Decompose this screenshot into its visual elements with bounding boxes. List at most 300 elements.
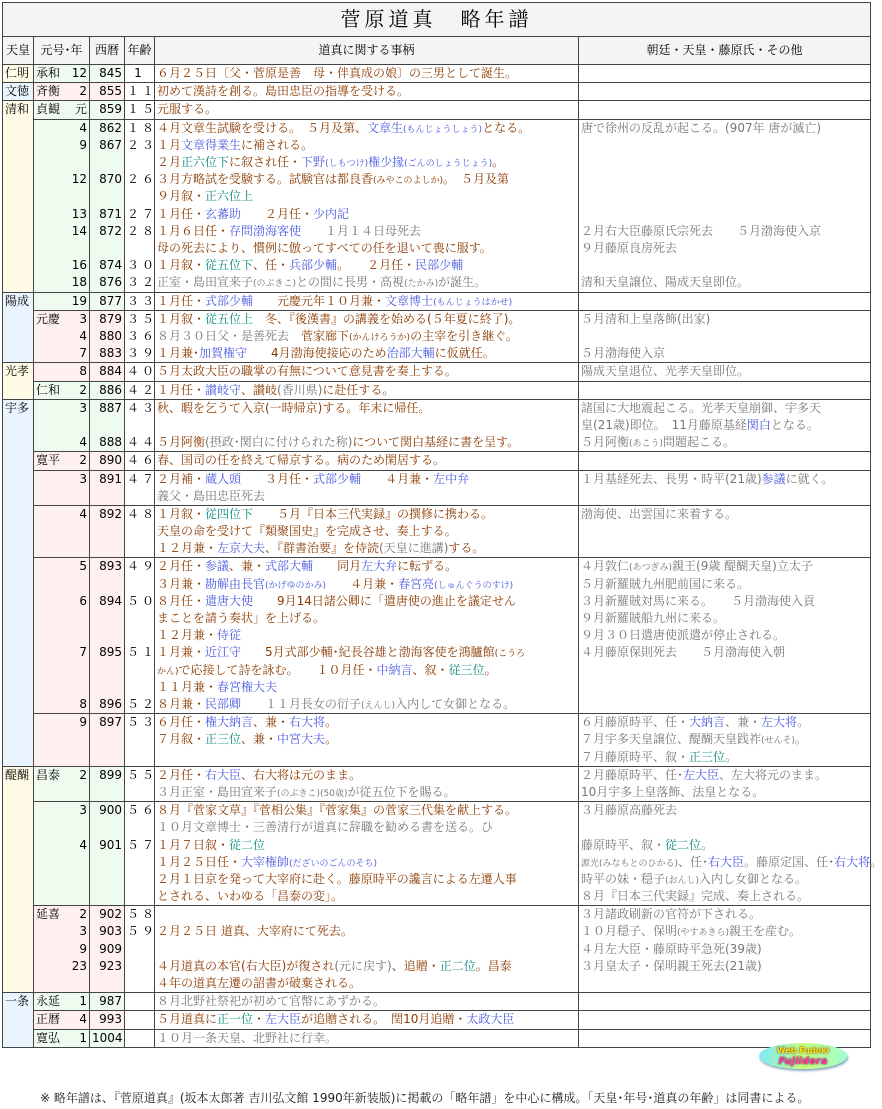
text-line xyxy=(157,749,576,766)
table-row xyxy=(3,470,871,505)
text-span: で応接して詩を詠む。 １０月任・ xyxy=(178,662,377,677)
text-span: ２月藤原時平、任･ xyxy=(581,767,684,782)
western-year-cell: 899 xyxy=(90,766,125,801)
western-year-cell: 903 xyxy=(90,923,125,940)
text-line xyxy=(157,223,576,240)
events-cell xyxy=(155,399,579,434)
text-span: 近江守 xyxy=(205,645,242,660)
text-span: ４月兼・ xyxy=(326,576,399,591)
era-cell xyxy=(34,837,90,906)
era-cell xyxy=(34,766,90,801)
text-span: ８月任・ xyxy=(157,593,206,608)
other-cell xyxy=(579,257,871,274)
text-span: 参議 xyxy=(761,471,786,486)
text-line xyxy=(157,993,576,1010)
text-span: かん) xyxy=(157,666,179,677)
other-cell xyxy=(579,101,871,119)
age-cell: ３３ xyxy=(125,292,155,310)
text-span: との間に長男・高視 xyxy=(296,275,405,290)
era-year: 1 xyxy=(79,994,87,1009)
western-year-cell: 892 xyxy=(90,505,125,558)
text-span: 民部卿 xyxy=(205,696,242,711)
other-cell xyxy=(579,223,871,257)
text-line xyxy=(157,417,576,434)
emperor-cell: 醍醐 xyxy=(3,766,34,992)
era-year: 23 xyxy=(71,958,87,973)
era-name: 延喜 xyxy=(36,907,61,922)
text-line xyxy=(157,975,576,992)
text-span: (天皇に進講) xyxy=(379,541,449,556)
era-year: 4 xyxy=(79,1012,87,1027)
text-span: ７月叙・ xyxy=(157,732,206,747)
age-cell: ４２ xyxy=(125,381,155,399)
era-year: 5 xyxy=(79,559,87,574)
text-span: 、任・ xyxy=(253,258,290,273)
other-cell xyxy=(579,65,871,83)
text-span: １１月兼・ xyxy=(157,679,218,694)
text-span: 兵部少輔 xyxy=(289,258,338,273)
text-span: ２月任・ xyxy=(157,559,206,574)
events-cell xyxy=(155,923,579,940)
text-span: 従二位 xyxy=(665,837,702,852)
emperor-cell: 仁明 xyxy=(3,65,34,83)
text-span: 、兼・ xyxy=(253,715,290,730)
events-cell xyxy=(155,137,579,171)
text-span: １月兼・ xyxy=(157,645,206,660)
text-span: １月任・ xyxy=(157,293,206,308)
table-row xyxy=(3,1029,871,1047)
text-span: 右大臣 xyxy=(205,767,242,782)
text-span: 右大将 xyxy=(834,854,871,869)
text-span: (かんけろうか) xyxy=(349,332,411,343)
text-line xyxy=(157,120,576,137)
age-cell xyxy=(125,1029,155,1047)
age-cell: ５１ xyxy=(125,644,155,696)
text-span: (しゅんぐうのすけ) xyxy=(434,580,514,591)
age-cell: ４３ xyxy=(125,399,155,434)
text-span: ９月３０日遣唐使派遣が停止される。 xyxy=(581,628,786,643)
text-line xyxy=(581,731,868,748)
text-span: ２月任・ xyxy=(241,206,314,221)
other-cell xyxy=(579,171,871,205)
text-span: 、左大将元のまま。 xyxy=(719,767,828,782)
text-span: 式部少輔 xyxy=(205,293,254,308)
text-line xyxy=(581,854,882,871)
text-span: の主宰を引き継ぐ。 xyxy=(410,328,518,343)
text-line xyxy=(581,593,868,610)
era-cell xyxy=(34,593,90,645)
text-span: 清和天皇譲位、陽成天皇即位。 xyxy=(581,275,750,290)
text-span: 左京大夫 xyxy=(217,541,266,556)
text-span: 。 xyxy=(870,854,882,869)
text-span: 少内記 xyxy=(313,206,350,221)
era-cell xyxy=(34,292,90,310)
era-year: 14 xyxy=(71,223,87,238)
era-cell xyxy=(34,137,90,171)
text-span: 、兼・ xyxy=(725,715,762,730)
western-year-cell: 895 xyxy=(90,644,125,696)
era-name: 昌泰 xyxy=(36,767,61,782)
text-span: 春宮権大夫 xyxy=(217,679,278,694)
emperor-cell: 一条 xyxy=(3,993,34,1048)
events-cell xyxy=(155,363,579,381)
text-span: に補される。 xyxy=(241,137,314,152)
events-cell xyxy=(155,119,579,137)
text-line xyxy=(157,452,576,469)
text-span: ８月３０日父・是善死去 xyxy=(157,328,302,343)
text-span: ６月任・ xyxy=(157,715,206,730)
era-year: 12 xyxy=(71,172,87,187)
text-line xyxy=(581,120,868,137)
text-span: 太政大臣 xyxy=(466,1012,515,1027)
age-cell: ５３ xyxy=(125,714,155,767)
events-cell xyxy=(155,766,579,801)
western-year-cell: 870 xyxy=(90,171,125,205)
text-span: 春、国司の任を終えて帰京する。病のため閑居する。 xyxy=(157,453,446,468)
text-line xyxy=(157,65,576,82)
text-span: 天皇の命を受けて『類聚国史』を完成させ、奏上する。 xyxy=(157,524,457,539)
text-line xyxy=(581,506,868,523)
era-cell xyxy=(34,223,90,257)
western-year-cell: 900 xyxy=(90,802,125,837)
text-span: 治部大輔 xyxy=(386,346,435,361)
text-span: 従三位 xyxy=(448,662,485,677)
other-cell xyxy=(579,906,871,924)
era-name: 元慶 xyxy=(36,311,61,326)
other-cell xyxy=(579,345,871,363)
text-span: 、兼・ xyxy=(241,732,278,747)
text-span: ・ xyxy=(253,1012,266,1027)
text-span: に就く。 xyxy=(785,471,834,486)
text-span: 皇(21歳)即位。 11月藤原基経 xyxy=(581,417,747,432)
text-line xyxy=(157,523,576,540)
text-span: 右大臣 xyxy=(708,854,745,869)
text-span: １２月兼・ xyxy=(157,541,218,556)
table-row xyxy=(3,558,871,593)
table-row xyxy=(3,766,871,801)
era-year: 4 xyxy=(79,328,87,343)
text-line xyxy=(157,137,576,154)
text-span: ９月藤原良房死去 xyxy=(581,240,678,255)
era-year: 3 xyxy=(79,924,87,939)
western-year-cell: 877 xyxy=(90,292,125,310)
text-line xyxy=(157,540,576,557)
era-name: 寛弘 xyxy=(36,1030,61,1045)
text-span: (せんそ) xyxy=(761,736,796,747)
western-year-cell: 859 xyxy=(90,101,125,119)
table-row xyxy=(3,593,871,645)
text-span: １月叙・ xyxy=(157,311,206,326)
text-span: 左中弁 xyxy=(433,471,470,486)
events-cell xyxy=(155,993,579,1011)
text-line xyxy=(157,257,576,274)
age-cell: ４９ xyxy=(125,558,155,593)
text-line xyxy=(157,731,576,748)
text-span: となる。 xyxy=(482,120,531,135)
era-cell xyxy=(34,257,90,274)
text-line xyxy=(581,627,868,644)
text-span: 同月 xyxy=(313,559,362,574)
text-span: とされる、いわゆる「昌泰の変」。 xyxy=(157,889,344,904)
text-line xyxy=(157,871,576,888)
other-cell xyxy=(579,434,871,452)
age-cell: ２６ xyxy=(125,171,155,205)
text-span: ５月『日本三代実録』の撰修に携わる。 xyxy=(253,506,494,521)
text-line xyxy=(157,767,576,784)
era-year: 3 xyxy=(79,400,87,415)
chronology-body xyxy=(3,65,882,1048)
other-cell xyxy=(579,452,871,470)
other-cell xyxy=(579,274,871,292)
other-cell xyxy=(579,802,871,837)
era-cell xyxy=(34,381,90,399)
table-row xyxy=(3,923,871,940)
text-span: (あこう) xyxy=(629,439,664,450)
text-span: 。 ５月及第 xyxy=(443,172,510,187)
header-era: 元号･年 xyxy=(34,37,90,65)
text-span: ４月文章生試験を受ける。 ５月及第、 xyxy=(157,120,368,135)
text-span: に転ずる。 xyxy=(397,559,458,574)
era-cell xyxy=(34,802,90,837)
text-span: 文章博士 xyxy=(385,293,434,308)
text-span: が追贈される。 閏10月追贈・ xyxy=(301,1012,467,1027)
text-span: １月６日任・ xyxy=(157,223,230,238)
text-span: 式部大輔 xyxy=(265,559,314,574)
text-line xyxy=(157,923,576,940)
logo-line2: Fujiidera xyxy=(778,1056,828,1067)
era-year: 9 xyxy=(79,941,87,956)
text-line xyxy=(157,345,576,362)
text-line xyxy=(581,223,868,240)
text-span: 中宮大夫 xyxy=(277,732,326,747)
text-span: ３月新羅賊対馬に来る。 ５月渤海使入貢 xyxy=(581,593,816,608)
text-span: 正室・島田宣来子 xyxy=(157,275,254,290)
events-cell xyxy=(155,941,579,958)
text-span: 左大臣 xyxy=(683,767,720,782)
text-line xyxy=(157,293,576,310)
text-span: 。 xyxy=(484,662,497,677)
text-span: 従四位下 xyxy=(205,506,254,521)
text-line xyxy=(581,417,868,434)
text-span: 初めて漢詩を創る。島田忠臣の指導を受ける。 xyxy=(157,84,410,99)
western-year-cell: 923 xyxy=(90,958,125,993)
text-line xyxy=(581,240,868,257)
age-cell: ２３ xyxy=(125,137,155,171)
era-year: 4 xyxy=(79,837,87,852)
other-cell xyxy=(579,363,871,381)
text-span: 存問渤海客使 xyxy=(229,223,302,238)
era-year: 3 xyxy=(79,803,87,818)
table-row xyxy=(3,941,871,958)
emperor-cell: 陽成 xyxy=(3,292,34,363)
era-year: 2 xyxy=(79,907,87,922)
text-span: 、『群書治要』を侍読 xyxy=(265,541,380,556)
text-line xyxy=(157,188,576,205)
events-cell xyxy=(155,434,579,452)
era-cell xyxy=(34,696,90,714)
western-year-cell: 888 xyxy=(90,434,125,452)
age-cell: ５０ xyxy=(125,593,155,645)
western-year-cell: 891 xyxy=(90,470,125,505)
text-span: 冬、『後漢書』の講義を始める(５年夏に終了)。 xyxy=(253,311,521,326)
table-row xyxy=(3,257,871,274)
text-span: 権大納言 xyxy=(205,715,254,730)
text-span: (あつぎみ) xyxy=(629,563,673,574)
table-row xyxy=(3,119,871,137)
age-cell xyxy=(125,993,155,1011)
era-name: 永延 xyxy=(36,994,61,1009)
western-year-cell: 884 xyxy=(90,363,125,381)
era-year: 18 xyxy=(71,275,87,290)
table-row xyxy=(3,381,871,399)
table-row xyxy=(3,452,871,470)
text-span: ４月道真の本官(右大臣)が復され xyxy=(157,958,335,973)
events-cell xyxy=(155,310,579,328)
text-span: 。藤原定国、任･ xyxy=(744,854,835,869)
western-year-cell: 845 xyxy=(90,65,125,83)
web-fudoki-logo[interactable] xyxy=(759,1043,847,1069)
text-span: １月任・ xyxy=(157,206,206,221)
text-line xyxy=(157,854,576,871)
age-cell xyxy=(125,941,155,958)
events-cell xyxy=(155,381,579,399)
age-cell: ４７ xyxy=(125,470,155,505)
age-cell: ４０ xyxy=(125,363,155,381)
table-row xyxy=(3,292,871,310)
table-row xyxy=(3,65,871,83)
age-cell: ５７ xyxy=(125,837,155,906)
text-span: 。 xyxy=(725,749,738,764)
header-age: 年齢 xyxy=(125,37,155,65)
text-span: 勘解由長官 xyxy=(205,576,266,591)
text-span: ６月２５日〔父・菅原是善 母・伴真成の娘〕の三男として誕生。 xyxy=(157,66,518,80)
era-cell xyxy=(34,644,90,696)
text-span: 左大将 xyxy=(761,715,798,730)
text-span: ２月右大臣藤原氏宗死去 ５月渤海使入京 xyxy=(581,223,822,238)
western-year-cell: 901 xyxy=(90,837,125,906)
western-year-cell: 897 xyxy=(90,714,125,767)
text-span: ４年の道真左遷の詔書が破棄される。 xyxy=(157,976,362,991)
other-cell xyxy=(579,470,871,505)
text-span: ８月『日本三代実録』完成、奏上される。 xyxy=(581,889,810,904)
other-cell xyxy=(579,399,871,434)
text-span: 親王を産む。 xyxy=(729,924,802,939)
text-span: となる。 xyxy=(770,417,819,432)
age-cell: ２８ xyxy=(125,223,155,257)
text-span: 菅家廊下 xyxy=(301,328,350,343)
era-year: 2 xyxy=(79,84,87,99)
other-cell xyxy=(579,292,871,310)
text-span: 。昌泰 xyxy=(475,958,512,973)
text-span: (だざいのごんのそち) xyxy=(289,858,378,869)
text-span: 。 xyxy=(325,732,338,747)
events-cell xyxy=(155,906,579,924)
emperor-cell: 清和 xyxy=(3,101,34,292)
other-cell xyxy=(579,558,871,593)
other-cell xyxy=(579,714,871,767)
era-cell xyxy=(34,958,90,993)
text-span: ７月宇多天皇譲位、醍醐天皇践祚 xyxy=(581,732,762,747)
era-year: 4 xyxy=(79,120,87,135)
age-cell: ３５ xyxy=(125,310,155,328)
events-cell xyxy=(155,328,579,345)
text-span: 蔵人頭 xyxy=(205,471,242,486)
text-span: 入内して女御となる。 xyxy=(395,696,516,711)
text-span: １２月兼・ xyxy=(157,628,218,643)
text-span: 、叙・ xyxy=(412,662,449,677)
era-year: 3 xyxy=(79,311,87,326)
other-cell xyxy=(579,593,871,645)
text-line xyxy=(157,662,576,679)
events-cell xyxy=(155,206,579,223)
era-cell xyxy=(34,452,90,470)
text-span: 、追贈・ xyxy=(391,958,440,973)
events-cell xyxy=(155,802,579,837)
text-span: ４月左大臣・藤原時平急死(39歳) xyxy=(581,941,762,956)
era-year: 元 xyxy=(74,102,87,117)
table-row xyxy=(3,714,871,767)
text-span: １月任・ xyxy=(157,382,206,397)
text-line xyxy=(157,558,576,575)
text-line xyxy=(581,311,868,328)
western-year-cell: 855 xyxy=(90,83,125,101)
text-span: 義父・島田忠臣死去 xyxy=(157,488,266,503)
text-span: (もんじょうしょう) xyxy=(403,124,483,135)
western-year-cell: 872 xyxy=(90,223,125,257)
era-cell xyxy=(34,434,90,452)
table-row xyxy=(3,993,871,1011)
western-year-cell: 896 xyxy=(90,696,125,714)
text-span: 。 xyxy=(701,837,714,852)
text-span: ９月叙・ xyxy=(157,189,206,204)
table-row xyxy=(3,906,871,924)
text-span: (香川県) xyxy=(277,382,323,397)
text-line xyxy=(581,345,868,362)
text-line xyxy=(157,576,576,593)
text-line xyxy=(157,471,576,488)
western-year-cell: 909 xyxy=(90,941,125,958)
western-year-cell: 894 xyxy=(90,593,125,645)
events-cell xyxy=(155,1011,579,1029)
era-cell xyxy=(34,941,90,958)
text-line xyxy=(581,576,868,593)
western-year-cell: 902 xyxy=(90,906,125,924)
other-cell xyxy=(579,958,871,993)
text-line xyxy=(157,1011,576,1028)
table-row xyxy=(3,171,871,205)
text-span: ２月任・ xyxy=(157,767,206,782)
text-span: (のぶきこ) xyxy=(253,279,297,290)
era-cell xyxy=(34,558,90,593)
text-line xyxy=(581,558,868,575)
era-year: 3 xyxy=(79,471,87,486)
text-span: 5月式部少輔･紀長谷雄と渤海客使を鴻臚館 xyxy=(241,645,495,660)
era-cell xyxy=(34,993,90,1011)
text-span: 秋、暇を乞うて入京(一時帰京)する。年末に帰任。 xyxy=(157,400,431,415)
header-western-year: 西暦 xyxy=(90,37,125,65)
text-span: 侍従 xyxy=(217,628,242,643)
era-name: 斉衡 xyxy=(36,84,61,99)
text-span: が誕生。 xyxy=(438,275,487,290)
text-span: 。 xyxy=(797,715,810,730)
text-line xyxy=(581,400,868,417)
events-cell xyxy=(155,593,579,645)
text-span: 、右大将は元のまま。 xyxy=(241,767,362,782)
text-span: ９月新羅賊船九州に来る。 xyxy=(581,611,726,626)
text-span: 式部少輔 xyxy=(313,471,362,486)
events-cell xyxy=(155,837,579,906)
text-span: 正二位 xyxy=(439,958,476,973)
